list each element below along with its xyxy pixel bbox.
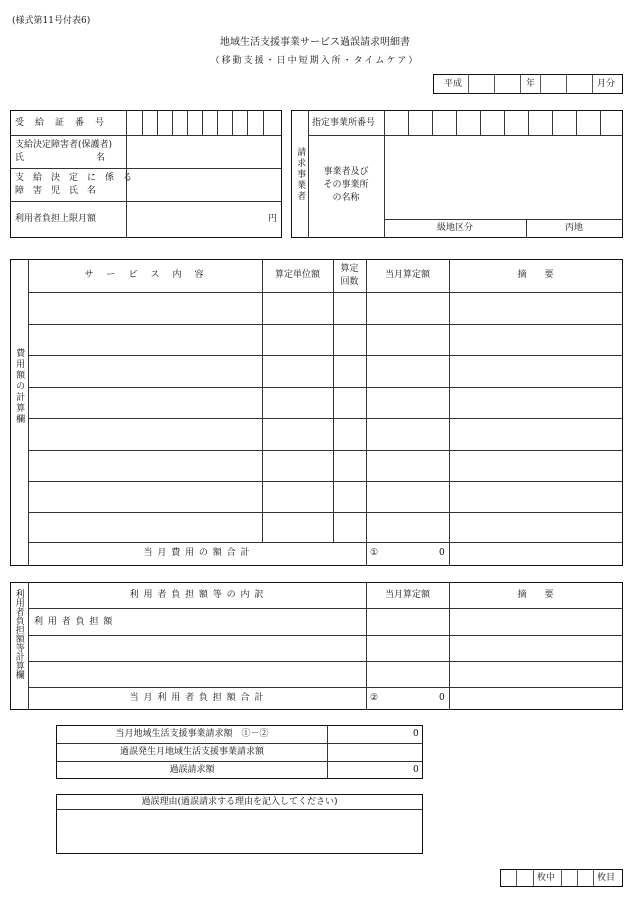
col-month-header: 当月算定額	[384, 270, 430, 280]
col-unit-header: 算定単位額	[274, 270, 320, 280]
col-note-header: 摘 要	[517, 270, 554, 280]
reason-label: 過誤理由(過誤請求する理由を記入してください)	[141, 797, 338, 807]
provider-name-label-2: その事業所	[323, 180, 369, 190]
provider-box	[291, 110, 623, 238]
page-number-label: 枚目	[597, 873, 616, 883]
page-subtitle: （移動支援・日中短期入所・タイムケア）	[210, 56, 420, 66]
office-number-label: 指定事業所番号	[312, 118, 376, 128]
summary-row3-label: 過誤請求額	[169, 765, 215, 775]
child-label-1: 支 給 決 定 に 係 る	[15, 173, 133, 183]
cost-total-label: 当 月 費 用 の 額 合 計	[143, 548, 251, 558]
year-label: 年	[526, 79, 536, 89]
provider-name-label-3: の名称	[332, 193, 360, 203]
provider-side-label: 請求事業者	[295, 147, 306, 202]
summary-row1-value: 0	[413, 729, 419, 739]
burden-row-label: 利 用 者 負 担 額	[34, 617, 114, 627]
summary-box	[56, 725, 423, 779]
burden-col-month-header: 当月算定額	[384, 590, 430, 600]
summary-row1-label: 当月地域生活支援事業請求額 ①－②	[115, 729, 269, 739]
burden-total-mark: ②	[370, 693, 379, 703]
page-of-label: 枚中	[537, 873, 556, 883]
page-counter	[500, 869, 623, 887]
col-breakdown-header: 利 用 者 負 担 額 等 の 内 訳	[129, 590, 265, 600]
era-label: 平成	[444, 79, 463, 89]
guardian-label-2: 氏 名	[15, 153, 106, 163]
summary-row3-value: 0	[413, 765, 419, 775]
burden-col-note-header: 摘 要	[517, 590, 554, 600]
burden-total-label: 当 月 利 用 者 負 担 額 合 計	[129, 693, 265, 703]
cost-total-value: 0	[439, 548, 445, 558]
child-label-2: 障 害 児 氏 名	[15, 186, 97, 196]
cert-number-label: 受 給 証 番 号	[15, 118, 106, 128]
provider-name-label-1: 事業者及び	[323, 167, 369, 177]
burden-section	[10, 582, 623, 710]
date-row	[433, 74, 623, 94]
summary-row2-label: 過誤発生月地域生活支援事業請求額	[119, 747, 264, 757]
reason-input-area[interactable]	[57, 810, 422, 853]
guardian-label-1: 支給決定障害者(保護者)	[15, 140, 113, 150]
reason-box	[56, 794, 423, 854]
col-count-header-1: 算定	[340, 264, 359, 274]
burden-total-value: 0	[439, 693, 445, 703]
cap-label: 利用者負担上限月額	[15, 214, 97, 224]
form-number: (様式第11号付表6)	[12, 16, 91, 26]
col-service-header: サ ー ビ ス 内 容	[84, 270, 206, 280]
cap-unit: 円	[268, 214, 278, 224]
page-title: 地域生活支援事業サービス過誤請求明細書	[220, 37, 410, 48]
col-count-header-2: 回数	[340, 277, 359, 287]
cost-side-label: 費用額の計算欄	[14, 348, 25, 425]
month-label: 月分	[597, 79, 616, 89]
burden-side-label: 利用者負担額等計算欄	[13, 589, 24, 679]
area-class-value: 丙地	[564, 223, 583, 233]
recipient-box	[10, 110, 282, 238]
area-class-label: 級地区分	[436, 223, 473, 233]
cost-section	[10, 259, 623, 566]
cost-total-mark: ①	[370, 548, 379, 558]
